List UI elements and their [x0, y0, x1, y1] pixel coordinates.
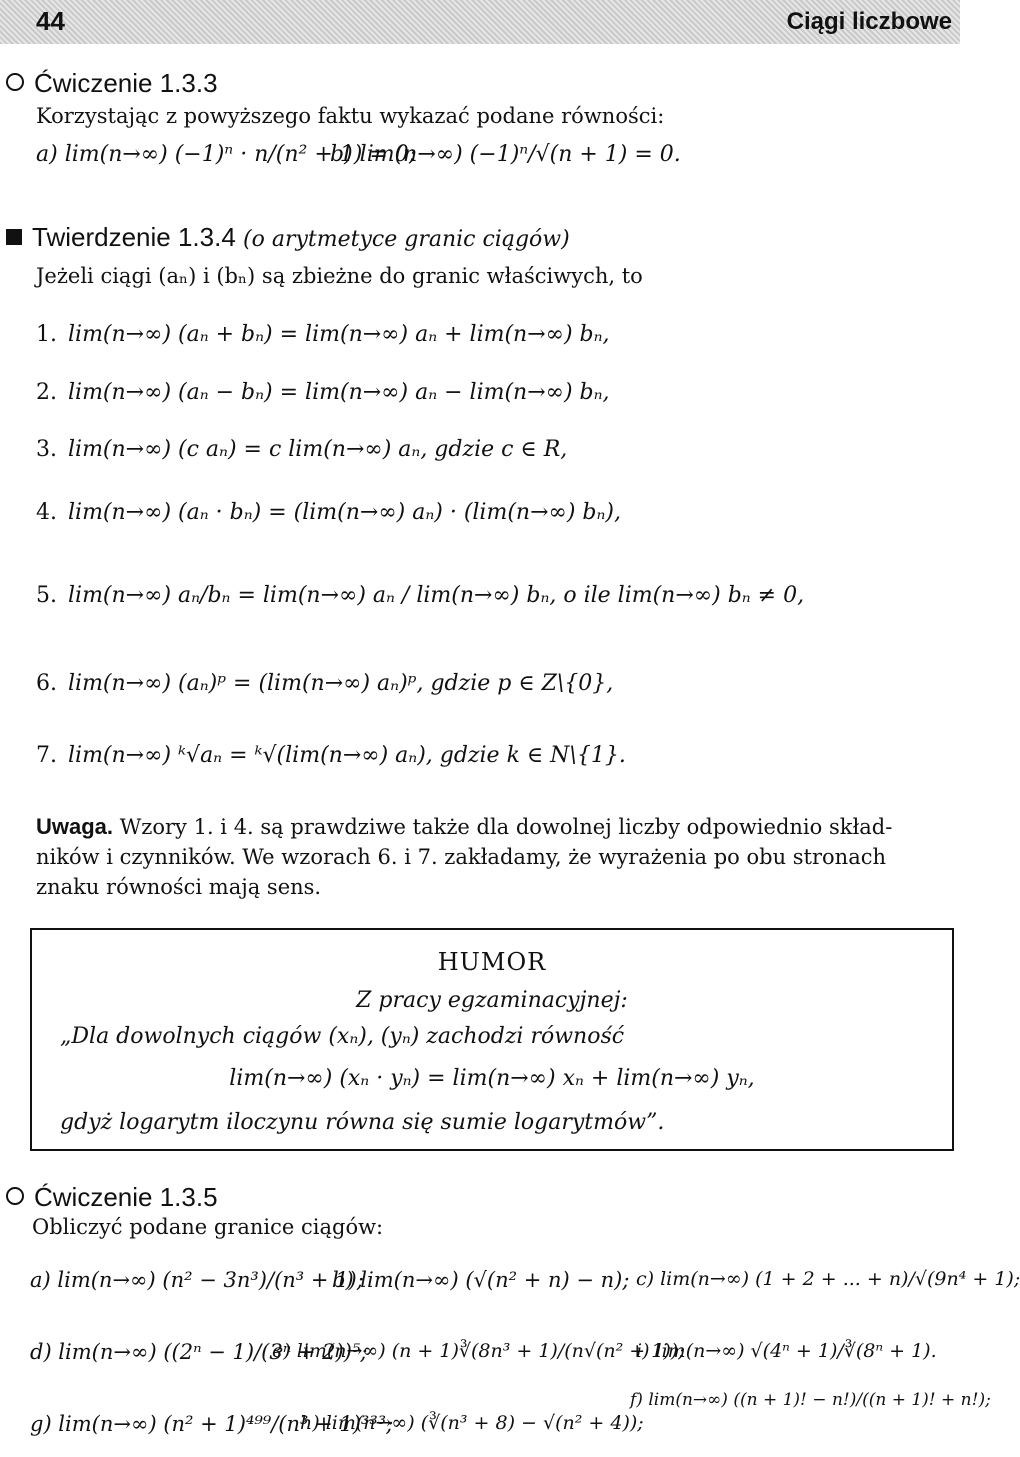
- exercise-133-intro: Korzystając z powyższego faktu wykazać podane równości:: [36, 104, 665, 128]
- page-header: [0, 0, 960, 44]
- exercise-135-intro: Obliczyć podane granice ciągów:: [32, 1215, 384, 1239]
- theorem-item-3: [36, 437, 567, 462]
- circle-bullet-icon: [6, 1187, 24, 1205]
- item-number: 4.: [36, 500, 57, 525]
- note-line-1: Wzory 1. i 4. są prawdziwe także dla dowolnej liczby odpowiednio skład-: [119, 815, 893, 839]
- item-formula: lim(n→∞) ᵏ√aₙ = ᵏ√(lim(n→∞) aₙ), gdzie k ∈ N\{1}.: [68, 743, 626, 768]
- note-paragraph: [36, 812, 956, 902]
- exercise-135-h: h) lim(n→∞) (∛(n³ + 8) − √(n² + 4));: [300, 1412, 644, 1434]
- note-line-2: ników i czynników. We wzorach 6. i 7. zakładamy, że wyrażenia po obu stronach: [36, 845, 887, 869]
- humor-line-1: Z pracy egzaminacyjnej:: [356, 988, 628, 1013]
- exercise-title-text: Ćwiczenie 1.3.3: [34, 68, 218, 98]
- theorem-item-1: [36, 322, 610, 347]
- humor-formula: lim(n→∞) (xₙ · yₙ) = lim(n→∞) xₙ + lim(n→∞) yₙ,: [229, 1066, 755, 1091]
- theorem-item-5: [36, 583, 804, 608]
- exercise-133-a: a) lim(n→∞) (−1)ⁿ · n/(n² + 1) = 0;: [36, 142, 417, 167]
- item-number: 5.: [36, 583, 57, 608]
- exercise-135-f: f) lim(n→∞) ((n + 1)! − n!)/((n + 1)! + n!);: [630, 1390, 991, 1410]
- humor-line-2: „Dla dowolnych ciągów (xₙ), (yₙ) zachodzi równość: [60, 1024, 625, 1049]
- theorem-134-intro: Jeżeli ciągi (aₙ) i (bₙ) są zbieżne do granic właściwych, to: [36, 264, 643, 288]
- theorem-title-text: Twierdzenie 1.3.4: [32, 222, 236, 252]
- item-number: 6.: [36, 671, 57, 696]
- item-number: 7.: [36, 743, 57, 768]
- theorem-item-4: [36, 500, 621, 525]
- theorem-item-6: [36, 671, 613, 696]
- section-title: Ciągi liczbowe: [786, 8, 952, 35]
- item-number: 3.: [36, 437, 57, 462]
- humor-line-3: gdyż logarytm iloczynu równa się sumie logarytmów”.: [60, 1110, 665, 1135]
- exercise-title-text: Ćwiczenie 1.3.5: [34, 1182, 218, 1212]
- item-formula: lim(n→∞) (aₙ)ᵖ = (lim(n→∞) aₙ)ᵖ, gdzie p ∈ Z\{0},: [68, 671, 614, 696]
- note-label: Uwaga.: [36, 814, 114, 839]
- circle-bullet-icon: [6, 73, 24, 91]
- page-number: 44: [36, 6, 65, 36]
- square-bullet-icon: [6, 229, 22, 245]
- exercise-135-d: d) lim(n→∞) ((2ⁿ − 1)/(3ⁿ + 2))⁵;: [30, 1340, 368, 1364]
- note-line-3: znaku równości mają sens.: [36, 875, 322, 899]
- humor-box: [30, 928, 954, 1151]
- exercise-135-i: i) lim(n→∞) √(4ⁿ + 1)/∛(8ⁿ + 1).: [636, 1340, 937, 1362]
- exercise-133-b: b) lim(n→∞) (−1)ⁿ/√(n + 1) = 0.: [330, 142, 681, 167]
- exercise-135-a: a) lim(n→∞) (n² − 3n³)/(n³ + 1);: [30, 1268, 364, 1292]
- exercise-135-title: [6, 1182, 218, 1213]
- theorem-item-2: [36, 380, 610, 405]
- exercise-135-g: g) lim(n→∞) (n² + 1)⁴⁹⁹/(n³ + 1)³³³;: [30, 1412, 394, 1436]
- item-formula: lim(n→∞) aₙ/bₙ = lim(n→∞) aₙ / lim(n→∞) bₙ, o ile lim(n→∞) bₙ ≠ 0,: [68, 583, 805, 608]
- item-formula: lim(n→∞) (aₙ + bₙ) = lim(n→∞) aₙ + lim(n→∞) bₙ,: [68, 322, 610, 347]
- item-formula: lim(n→∞) (c aₙ) = c lim(n→∞) aₙ, gdzie c ∈ R,: [68, 437, 568, 462]
- exercise-133-title: [6, 68, 218, 99]
- humor-title: HUMOR: [437, 948, 547, 976]
- item-formula: lim(n→∞) (aₙ − bₙ) = lim(n→∞) aₙ − lim(n→∞) bₙ,: [68, 380, 610, 405]
- item-number: 2.: [36, 380, 57, 405]
- exercise-135-e: e) lim(n→∞) (n + 1)∛(8n³ + 1)/(n√(n² + 1));: [272, 1340, 685, 1362]
- item-formula: lim(n→∞) (aₙ · bₙ) = (lim(n→∞) aₙ) · (lim(n→∞) bₙ),: [68, 500, 621, 525]
- exercise-135-c: c) lim(n→∞) (1 + 2 + ... + n)/√(9n⁴ + 1);: [636, 1268, 1020, 1290]
- theorem-subtitle: (o arytmetyce granic ciągów): [243, 227, 570, 252]
- exercise-135-b: b) lim(n→∞) (√(n² + n) − n);: [332, 1268, 630, 1292]
- item-number: 1.: [36, 322, 57, 347]
- theorem-item-7: [36, 743, 626, 768]
- theorem-134-title: [6, 222, 570, 253]
